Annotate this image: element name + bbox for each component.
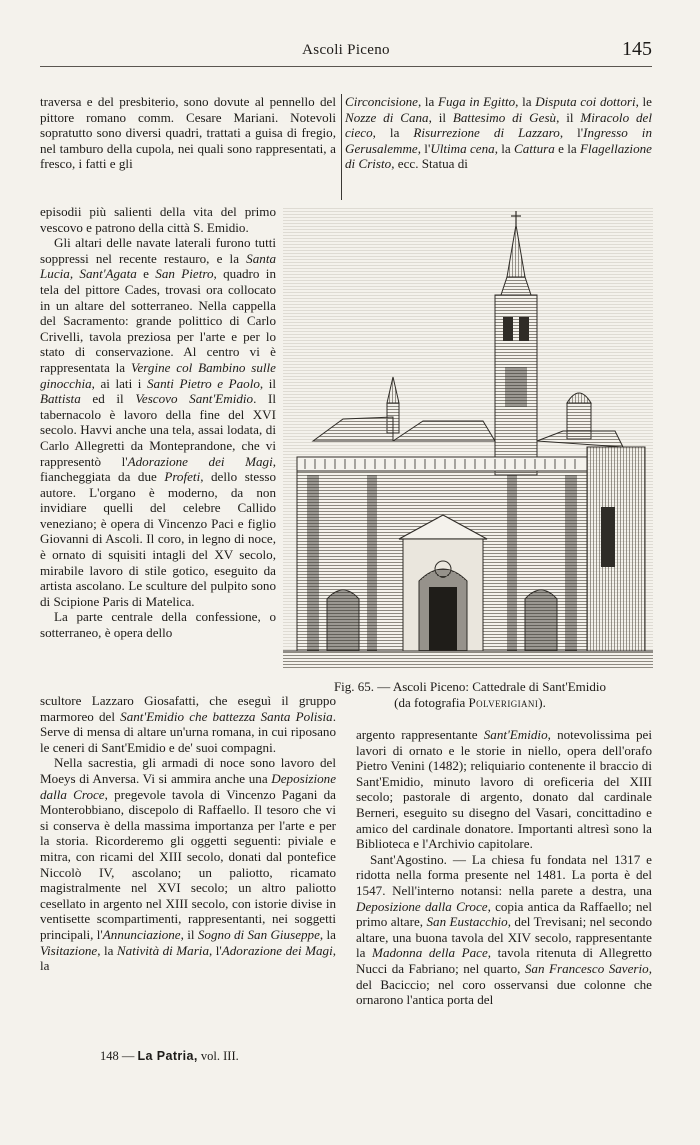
paragraph: Nella sacrestia, gli armadi di noce sono lavoro del Moeys di Anversa. Vi si ammira anche una Deposizione dalla Croce, pregevole tavola di Vincenzo Pagani da Monterobbiano, discepolo di Raffaello. Il tesoro che vi si conserva è della massima importanza per l'arte e per la storia. Ricorderemo gli oggetti seguenti: piviale e mitra, con ricami del XIII secolo, donati dal pontefice Niccolò IV, ascolano; un paliotto, ricamato magistralmente nel XVI secolo; un altro paliotto cesellato in argento nel XIII secolo, con istorie divise in ventisette scompartimenti, rappresentanti, nei soggetti principali, l'Annunciazione, il Sogno di San Giuseppe, la Visitazione, la Natività di Maria, l'Adorazione dei Magi, la — [40, 755, 336, 974]
signature-footer: 148 — La Patria, vol. III. — [100, 1049, 239, 1063]
cathedral-illustration — [283, 207, 653, 669]
paragraph: traversa e del presbiterio, sono dovute al pennello del pittore romano comm. Cesare Mariani. Notevoli sopratutto sono diversi quadri, trattati a guisa di fregio, nel tamburo della cupola, nei quali sono rappresentati, a fresco, i fatti e gli — [40, 94, 336, 172]
caption-line: (da fotografia Polverigiani). — [394, 695, 546, 710]
running-head — [40, 40, 652, 67]
left-column-bottom — [40, 693, 336, 974]
right-column-top — [345, 94, 652, 172]
page-number: 145 — [622, 38, 652, 60]
paragraph: Gli altari delle navate laterali furono tutti soppressi nel recente restauro, e la Santa Lucia, Sant'Agata e San Pietro, quadro in tela del pittore Cades, trovasi ora collocato in un altare del sotterraneo. Nella cappella del Sacramento: grande polittico di Carlo Crivelli, tavola preziosa per l'arte e per lo stato di conservazione. Al centro vi è rappresentata la Vergine col Bambino sulle ginocchia, ai lati i Santi Pietro e Paolo, il Battista ed il Vescovo Sant'Emidio. Il tabernacolo è lavoro della fine del XVI secolo. Havvi anche una tela, assai lodata, di Carlo Allegretti da Monteprandone, che vi rappresentò l'Adorazione dei Magi, fiancheggiata da due Profeti, dello stesso autore. L'organo è moderno, da non invidiare quelli del celebre Callido veneziano; è opera di Vincenzo Paci e figlio Giovanni di Ascoli. Il coro, in legno di noce, è ornato di squisiti intagli del XV secolo, mirabile lavoro di stile gotico, eseguito da artista ascolano. Le sculture del pulpito sono di Scipione Paris di Matelica. — [40, 235, 276, 609]
paragraph: Circoncisione, la Fuga in Egitto, la Disputa coi dottori, le Nozze di Cana, il Battesimo di Gesù, il Miracolo del cieco, la Risurrezione di Lazzaro, l'Ingresso in Gerusalemme, l'Ultima cena, la Cattura e la Flagellazione di Cristo, ecc. Statua di — [345, 94, 652, 172]
paragraph: episodii più salienti della vita del primo vescovo e patrono della città S. Emidio. — [40, 204, 276, 235]
running-title: Ascoli Piceno — [302, 42, 390, 58]
paragraph: Sant'Agostino. — La chiesa fu fondata nel 1317 e ridotta nella forma presente nel 1481. La porta è del 1547. Nell'interno notansi: nella parete a destra, una Deposizione dalla Croce, copia antica da Raffaello; nel primo altare, San Eustacchio, del Trevisani; nel secondo altare, una buona tavola del XIV secolo, rappresentante la Madonna della Pace, tavola ritenuta di Allegretto Nucci da Fabriano; nel quarto, San Francesco Saverio, del Baciccio; nel coro osservansi due colonne che ornarono l'antica porta del — [356, 851, 652, 1008]
right-column-bottom — [356, 727, 652, 1008]
figure-caption — [288, 679, 652, 711]
cathedral-engraving-icon — [283, 207, 653, 669]
left-column-top — [40, 94, 336, 172]
paragraph: scultore Lazzaro Giosafatti, che eseguì il gruppo marmoreo del Sant'Emidio che battezza Santa Polisia. Serve di mensa di altare un'urna romana, in cui riposano le ceneri di Sant'Emidio e de' suoi compagni. — [40, 693, 336, 755]
paragraph: La parte centrale della confessione, o sotterraneo, è opera dello — [40, 609, 276, 641]
column-divider — [341, 94, 342, 200]
left-column-narrow — [40, 204, 276, 641]
caption-line: Fig. 65. — Ascoli Piceno: Cattedrale di Sant'Emidio — [333, 679, 607, 694]
paragraph: argento rappresentante Sant'Emidio, notevolissima pei lavori di ornato e le storie in niello, opera dell'orafo Pietro Venini (1482); reliquiario contenente il braccio di Sant'Emidio, minuto lavoro di oreficeria del XIII secolo; pastorale di argento, donato dal cardinale Berneri, eseguito su disegno del Vasari, concittadino e amico del cardinale donatore. Importanti altresì sono la Biblioteca e l'Archivio capitolare. — [356, 727, 652, 852]
